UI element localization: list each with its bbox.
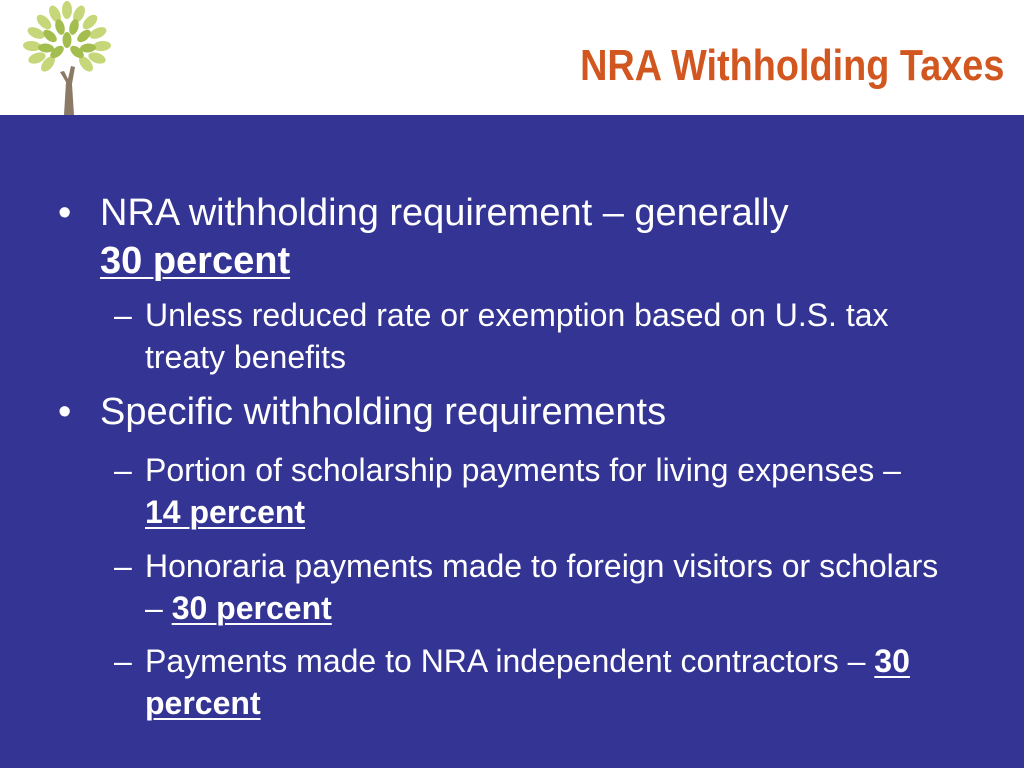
subbullet-text: Portion of scholarship payments for living expenses – 14 percent bbox=[145, 452, 901, 530]
content-panel bbox=[0, 115, 1024, 768]
bullet-text: NRA withholding requirement – generally 30 percent bbox=[100, 192, 789, 282]
bullet-marker: • bbox=[58, 192, 72, 234]
bullet-item bbox=[58, 189, 938, 285]
slide-title: NRA Withholding Taxes bbox=[579, 41, 1004, 90]
rate-emphasis: 30 percent bbox=[145, 643, 910, 721]
tree-icon bbox=[10, 0, 125, 115]
rate-emphasis: 14 percent bbox=[145, 494, 306, 530]
bullet-text: Specific withholding requirements bbox=[100, 391, 667, 433]
subbullet-marker: – bbox=[114, 548, 132, 584]
rate-emphasis: 30 percent bbox=[100, 240, 291, 282]
subbullet-text: Honoraria payments made to foreign visitors or scholars – 30 percent bbox=[145, 548, 939, 626]
subbullet-text: Payments made to NRA independent contractors – 30 percent bbox=[145, 643, 910, 721]
subbullet-item bbox=[114, 294, 944, 378]
bullet-item bbox=[58, 388, 938, 436]
subbullet-text: Unless reduced rate or exemption based on U.S. tax treaty benefits bbox=[145, 297, 889, 375]
rate-emphasis: 30 percent bbox=[171, 590, 332, 626]
subbullet-marker: – bbox=[114, 643, 132, 679]
subbullet-item bbox=[114, 449, 944, 533]
slide-header bbox=[0, 0, 1024, 115]
subbullet-item bbox=[114, 545, 944, 629]
subbullet-item bbox=[114, 640, 944, 724]
subbullet-marker: – bbox=[114, 452, 132, 488]
bullet-marker: • bbox=[58, 391, 72, 433]
subbullet-marker: – bbox=[114, 297, 132, 333]
